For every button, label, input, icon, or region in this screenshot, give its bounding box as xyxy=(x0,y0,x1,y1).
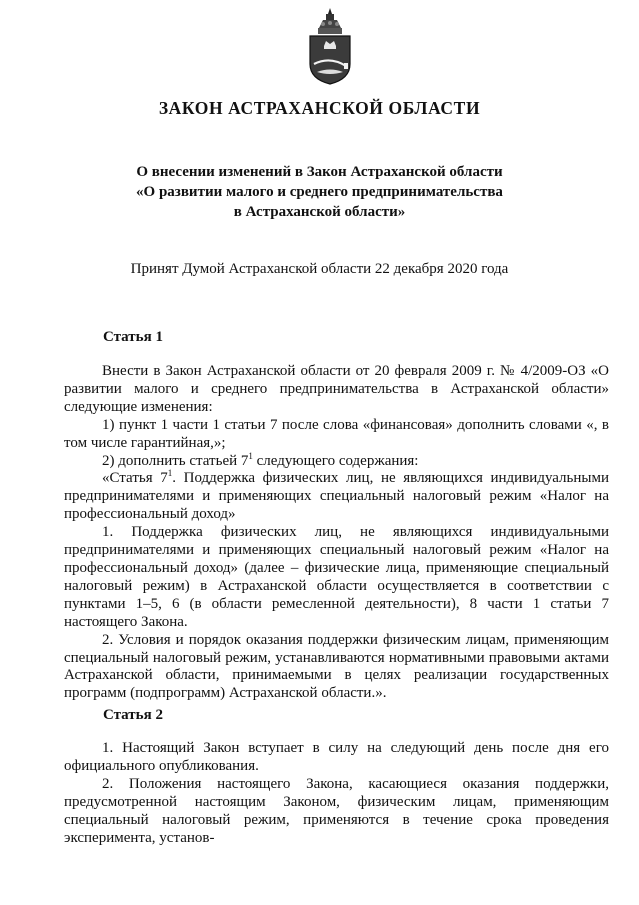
article-1-paragraph: 1) пункт 1 части 1 статьи 7 после слова «финансовая» дополнить словами «, в том числе гарантийная,»; xyxy=(64,416,609,451)
superscript: 1 xyxy=(167,468,173,479)
article-1-paragraph xyxy=(64,450,609,471)
text-span: «Статья 7 xyxy=(102,470,168,487)
law-subject xyxy=(60,162,579,222)
article-2-paragraph: 1. Настоящий Закон вступает в силу на следующий день после дня его официального опубликования. xyxy=(64,740,609,774)
superscript: 1 xyxy=(248,450,253,461)
article-1-paragraph: 2. Условия и порядок оказания поддержки физическим лицам, применяющим специальный налоговый режим, устанавливаются нормативными правовыми актами Астраханской области, принимаемыми в целях реализации государственных программ (подпрограмм) Астраханской области.». xyxy=(64,631,609,702)
text-span: следующего содержания: xyxy=(252,452,419,469)
law-title: ЗАКОН АСТРАХАНСКОЙ ОБЛАСТИ xyxy=(158,98,481,118)
article-2-body xyxy=(64,740,609,847)
subject-line-2: «О развитии малого и среднего предпринимательства xyxy=(136,184,503,200)
article-1-paragraph: 1. Поддержка физических лиц, не являющихся индивидуальными предпринимателями и применяющих специальный налоговый режим «Налог на профессиональный доход» (далее – физические лица, применяющие специальный налоговый режим) в Астраханской области осуществляется в соответствии с пунктами 1–5, 6 (в области ремесленной деятельности), 8 части 1 статьи 7 настоящего Закона. xyxy=(64,524,609,630)
article-2-heading: Статья 2 xyxy=(103,707,163,723)
article-2-paragraph: 2. Положения настоящего Закона, касающиеся оказания поддержки, предусмотренной настоящим Законом, физическим лицам, применяющим специальный налоговый режим, применяются в течение срока проведения эксперимента, установ- xyxy=(64,775,609,846)
article-1-heading: Статья 1 xyxy=(103,329,163,345)
article-1-body xyxy=(64,363,609,703)
subject-line-1: О внесении изменений в Закон Астраханской области xyxy=(136,164,503,180)
adoption-statement: Принят Думой Астраханской области 22 декабря 2020 года xyxy=(130,261,509,277)
subject-line-3: в Астраханской области» xyxy=(233,204,406,220)
astrakhan-coat-of-arms-icon xyxy=(299,6,361,86)
text-span: . Поддержка физических лиц, не являющихся индивидуальными предпринимателями и применяющих специальный налоговый режим «Налог на профессиональный доход» xyxy=(64,470,609,523)
text-span: 2) дополнить статьей 7 xyxy=(102,452,249,469)
article-1-paragraph: Внести в Закон Астраханской области от 20 февраля 2009 г. № 4/2009-ОЗ «О развитии малого и среднего предпринимательства в Астраханской области» следующие изменения: xyxy=(64,363,609,415)
article-1-paragraph xyxy=(64,470,609,524)
